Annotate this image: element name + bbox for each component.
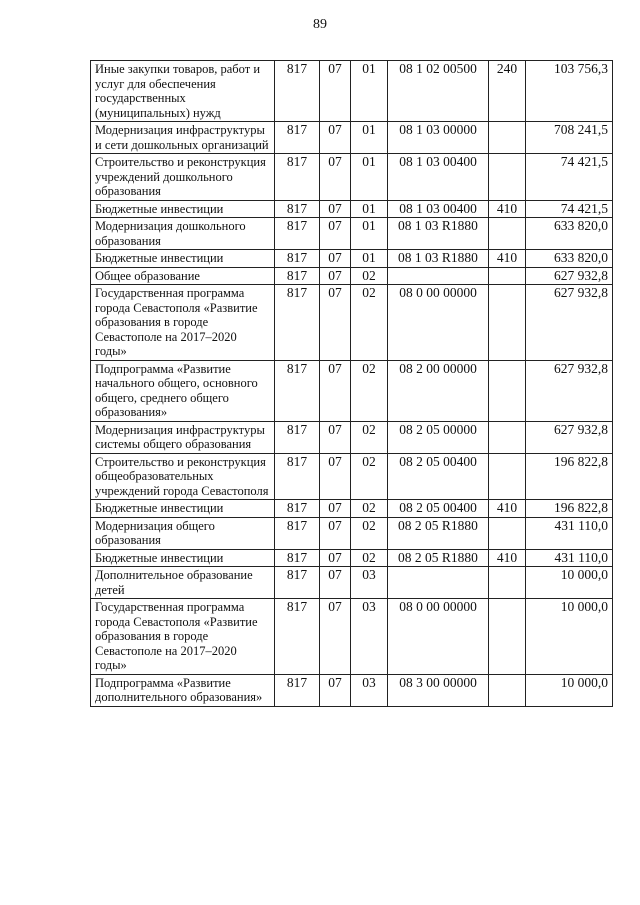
expense-type-code <box>489 360 526 421</box>
ministry-code: 817 <box>275 200 320 218</box>
amount: 10 000,0 <box>526 674 613 706</box>
amount: 103 756,3 <box>526 61 613 122</box>
table-row <box>91 421 613 453</box>
target-article-code: 08 1 03 R1880 <box>388 250 489 268</box>
target-article-code: 08 2 05 00000 <box>388 421 489 453</box>
row-name: Модернизация дошкольного образования <box>91 218 275 250</box>
target-article-code <box>388 567 489 599</box>
table-row <box>91 154 613 201</box>
expense-type-code: 240 <box>489 61 526 122</box>
target-article-code: 08 1 03 00000 <box>388 122 489 154</box>
expense-type-code <box>489 599 526 675</box>
amount: 708 241,5 <box>526 122 613 154</box>
section-code: 07 <box>320 360 351 421</box>
expense-type-code: 410 <box>489 549 526 567</box>
section-code: 07 <box>320 61 351 122</box>
row-name: Модернизация инфраструктуры системы общего образования <box>91 421 275 453</box>
subsection-code: 02 <box>351 421 388 453</box>
expense-type-code <box>489 517 526 549</box>
section-code: 07 <box>320 122 351 154</box>
section-code: 07 <box>320 674 351 706</box>
target-article-code: 08 1 03 00400 <box>388 200 489 218</box>
table-row <box>91 549 613 567</box>
subsection-code: 01 <box>351 200 388 218</box>
amount: 74 421,5 <box>526 200 613 218</box>
section-code: 07 <box>320 517 351 549</box>
table-row <box>91 567 613 599</box>
subsection-code: 02 <box>351 285 388 361</box>
expense-type-code <box>489 154 526 201</box>
subsection-code: 02 <box>351 517 388 549</box>
section-code: 07 <box>320 599 351 675</box>
section-code: 07 <box>320 549 351 567</box>
row-name: Дополнительное образование детей <box>91 567 275 599</box>
subsection-code: 03 <box>351 567 388 599</box>
page-number: 89 <box>313 17 327 32</box>
target-article-code: 08 2 05 00400 <box>388 453 489 500</box>
ministry-code: 817 <box>275 549 320 567</box>
amount: 627 932,8 <box>526 285 613 361</box>
target-article-code <box>388 267 489 285</box>
subsection-code: 01 <box>351 122 388 154</box>
table-row <box>91 200 613 218</box>
table-row <box>91 250 613 268</box>
ministry-code: 817 <box>275 599 320 675</box>
target-article-code: 08 0 00 00000 <box>388 285 489 361</box>
amount: 633 820,0 <box>526 218 613 250</box>
target-article-code: 08 2 00 00000 <box>388 360 489 421</box>
subsection-code: 02 <box>351 360 388 421</box>
section-code: 07 <box>320 285 351 361</box>
expense-type-code <box>489 421 526 453</box>
ministry-code: 817 <box>275 285 320 361</box>
amount: 633 820,0 <box>526 250 613 268</box>
expense-type-code: 410 <box>489 200 526 218</box>
target-article-code: 08 0 00 00000 <box>388 599 489 675</box>
ministry-code: 817 <box>275 218 320 250</box>
table-row <box>91 267 613 285</box>
section-code: 07 <box>320 500 351 518</box>
amount: 10 000,0 <box>526 599 613 675</box>
amount: 196 822,8 <box>526 500 613 518</box>
subsection-code: 01 <box>351 218 388 250</box>
ministry-code: 817 <box>275 500 320 518</box>
ministry-code: 817 <box>275 61 320 122</box>
table-row <box>91 599 613 675</box>
row-name: Бюджетные инвестиции <box>91 200 275 218</box>
expense-type-code <box>489 267 526 285</box>
table-row <box>91 500 613 518</box>
row-name: Модернизация общего образования <box>91 517 275 549</box>
section-code: 07 <box>320 200 351 218</box>
row-name: Иные закупки товаров, работ и услуг для обеспечения государственных (муниципальных) нужд <box>91 61 275 122</box>
expense-type-code <box>489 122 526 154</box>
amount: 431 110,0 <box>526 517 613 549</box>
table-row <box>91 517 613 549</box>
ministry-code: 817 <box>275 453 320 500</box>
amount: 196 822,8 <box>526 453 613 500</box>
target-article-code: 08 2 05 R1880 <box>388 549 489 567</box>
expense-type-code <box>489 453 526 500</box>
budget-table <box>90 60 613 707</box>
subsection-code: 01 <box>351 154 388 201</box>
amount: 627 932,8 <box>526 267 613 285</box>
row-name: Бюджетные инвестиции <box>91 549 275 567</box>
amount: 627 932,8 <box>526 360 613 421</box>
ministry-code: 817 <box>275 360 320 421</box>
section-code: 07 <box>320 250 351 268</box>
table-row <box>91 453 613 500</box>
row-name: Государственная программа города Севастополя «Развитие образования в городе Севастополе на 2017–2020 годы» <box>91 599 275 675</box>
table-row <box>91 285 613 361</box>
section-code: 07 <box>320 567 351 599</box>
ministry-code: 817 <box>275 122 320 154</box>
row-name: Подпрограмма «Развитие дополнительного образования» <box>91 674 275 706</box>
subsection-code: 02 <box>351 267 388 285</box>
table-row <box>91 122 613 154</box>
subsection-code: 03 <box>351 599 388 675</box>
expense-type-code <box>489 674 526 706</box>
section-code: 07 <box>320 267 351 285</box>
target-article-code: 08 1 03 R1880 <box>388 218 489 250</box>
row-name: Строительство и реконструкция учреждений дошкольного образования <box>91 154 275 201</box>
expense-type-code <box>489 285 526 361</box>
row-name: Подпрограмма «Развитие начального общего, основного общего, среднего общего образования» <box>91 360 275 421</box>
ministry-code: 817 <box>275 421 320 453</box>
row-name: Строительство и реконструкция общеобразовательных учреждений города Севастополя <box>91 453 275 500</box>
ministry-code: 817 <box>275 250 320 268</box>
subsection-code: 01 <box>351 250 388 268</box>
expense-type-code <box>489 567 526 599</box>
expense-type-code: 410 <box>489 250 526 268</box>
target-article-code: 08 1 03 00400 <box>388 154 489 201</box>
section-code: 07 <box>320 421 351 453</box>
subsection-code: 02 <box>351 549 388 567</box>
amount: 74 421,5 <box>526 154 613 201</box>
table-body <box>91 61 613 707</box>
row-name: Бюджетные инвестиции <box>91 500 275 518</box>
row-name: Бюджетные инвестиции <box>91 250 275 268</box>
target-article-code: 08 2 05 R1880 <box>388 517 489 549</box>
ministry-code: 817 <box>275 517 320 549</box>
subsection-code: 03 <box>351 674 388 706</box>
section-code: 07 <box>320 453 351 500</box>
expense-type-code <box>489 218 526 250</box>
target-article-code: 08 1 02 00500 <box>388 61 489 122</box>
ministry-code: 817 <box>275 154 320 201</box>
table-row <box>91 218 613 250</box>
expense-type-code: 410 <box>489 500 526 518</box>
ministry-code: 817 <box>275 674 320 706</box>
subsection-code: 01 <box>351 61 388 122</box>
target-article-code: 08 2 05 00400 <box>388 500 489 518</box>
subsection-code: 02 <box>351 500 388 518</box>
row-name: Общее образование <box>91 267 275 285</box>
ministry-code: 817 <box>275 267 320 285</box>
section-code: 07 <box>320 154 351 201</box>
table-row <box>91 61 613 122</box>
amount: 627 932,8 <box>526 421 613 453</box>
ministry-code: 817 <box>275 567 320 599</box>
table-row <box>91 674 613 706</box>
table-row <box>91 360 613 421</box>
amount: 10 000,0 <box>526 567 613 599</box>
amount: 431 110,0 <box>526 549 613 567</box>
target-article-code: 08 3 00 00000 <box>388 674 489 706</box>
section-code: 07 <box>320 218 351 250</box>
row-name: Государственная программа города Севастополя «Развитие образования в городе Севастополе на 2017–2020 годы» <box>91 285 275 361</box>
row-name: Модернизация инфраструктуры и сети дошкольных организаций <box>91 122 275 154</box>
subsection-code: 02 <box>351 453 388 500</box>
